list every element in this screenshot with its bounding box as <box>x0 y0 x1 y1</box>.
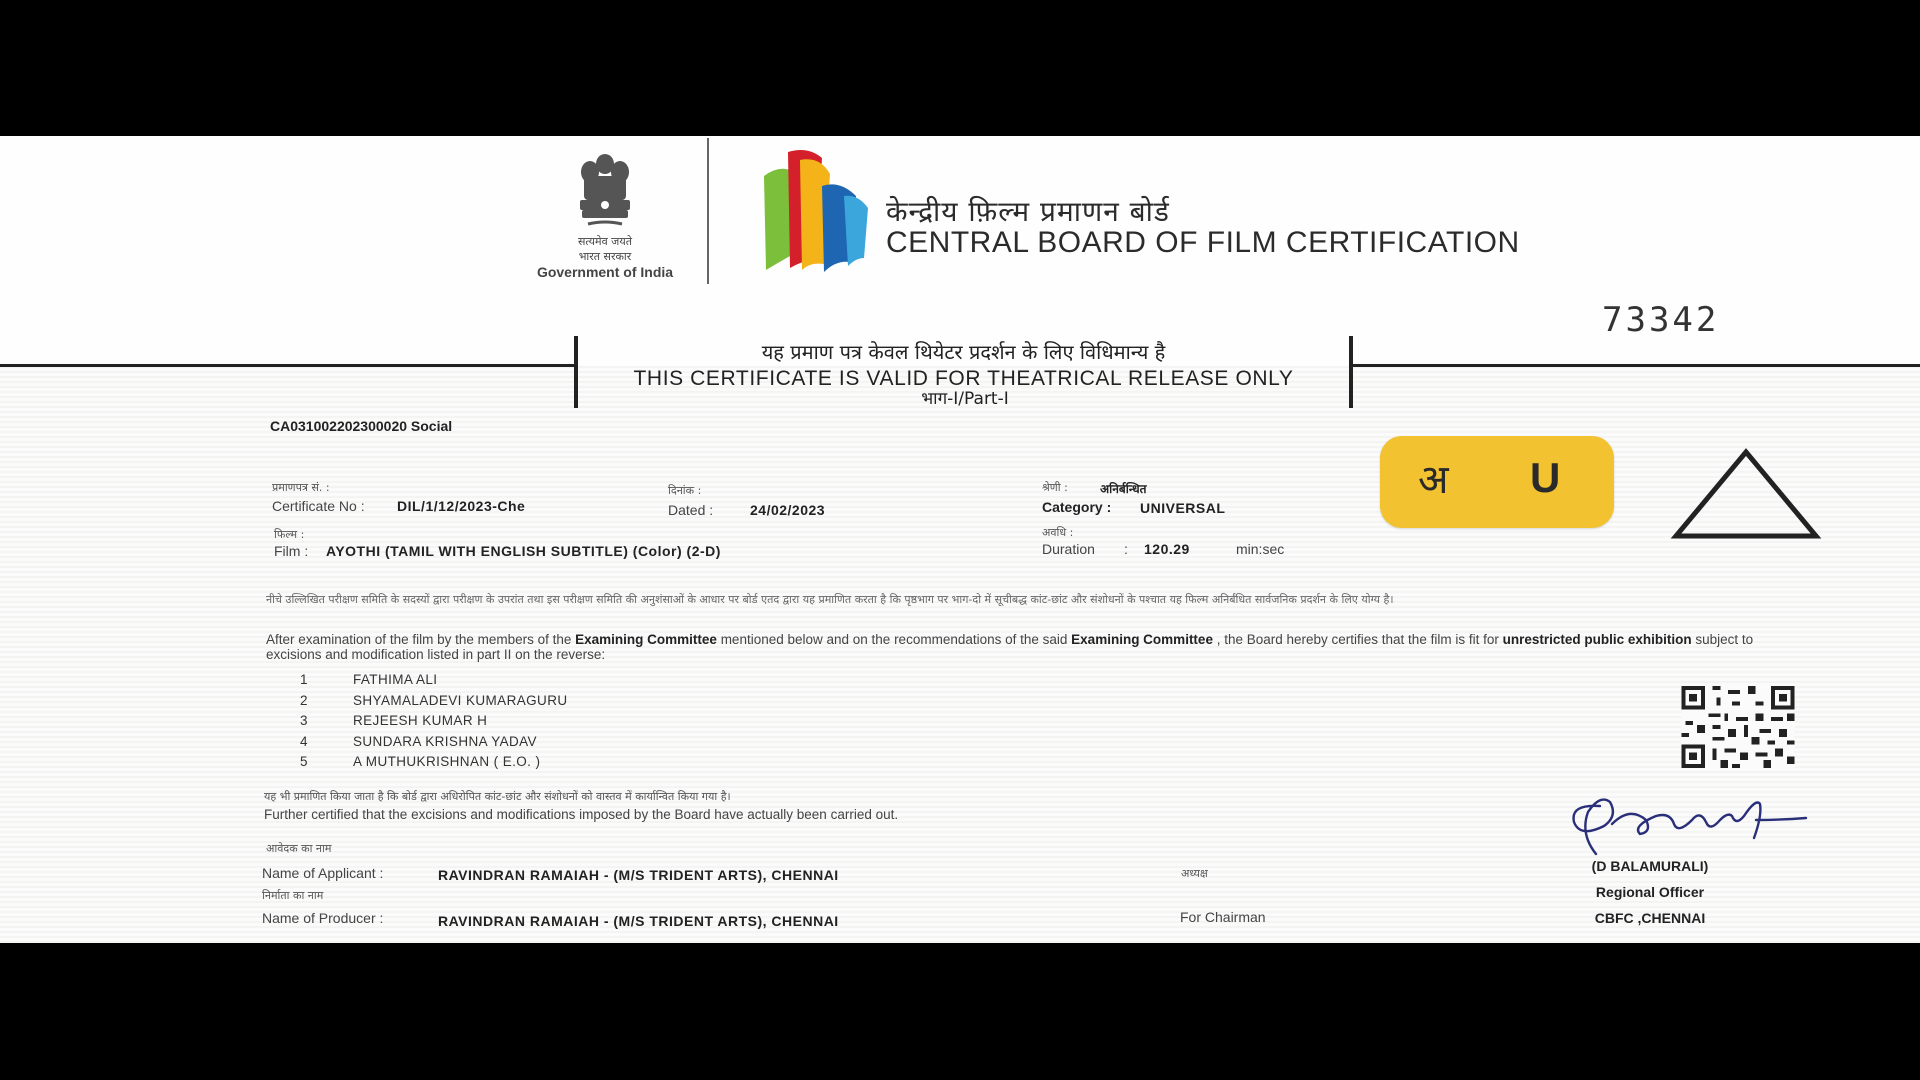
certification-text-part-4: subject to excisions and modification listed in part II on the reverse: <box>266 632 1754 662</box>
member-number: 4 <box>300 733 308 749</box>
rating-badge <box>1380 436 1614 528</box>
film-label-hindi: फिल्म : <box>274 528 305 541</box>
emblem-english-caption: Government of India <box>536 264 674 280</box>
application-reference: CA031002202300020 Social <box>270 418 453 434</box>
cbfc-logo-icon <box>760 146 872 274</box>
certification-text-part-1: After examination of the film by the members of the <box>266 632 576 647</box>
triangle-icon <box>1670 446 1822 542</box>
banner-rule-left <box>0 364 574 367</box>
serial-number: 73342 <box>1602 300 1720 340</box>
certificate-date: 24/02/2023 <box>750 502 826 518</box>
validity-english: THIS CERTIFICATE IS VALID FOR THEATRICAL RELEASE ONLY <box>633 367 1294 390</box>
header-divider <box>707 138 709 284</box>
further-certified-english: Further certified that the excisions and modifications imposed by the Board have actually been carried out. <box>264 807 899 822</box>
rating-english: U <box>1530 454 1561 501</box>
certification-text-english <box>266 632 1776 662</box>
national-emblem <box>530 152 680 280</box>
list-item <box>300 713 568 734</box>
rating-hindi: अ <box>1418 457 1449 503</box>
applicant-label: Name of Applicant : <box>262 865 384 881</box>
member-name: FATHIMA ALI <box>353 672 438 687</box>
member-number: 1 <box>300 672 308 687</box>
signature-mark <box>1560 776 1810 866</box>
further-certified-hindi: यह भी प्रमाणित किया जाता है कि बोर्ड द्वारा अधिरोपित कांट-छांट और संशोधनों को वास्तव में कार्यान्वित किया गया है। <box>264 790 731 803</box>
list-item <box>300 734 568 755</box>
certification-text-part-2: mentioned below and on the recommendations of the said <box>716 632 1072 647</box>
banner-rule-right <box>1353 364 1920 367</box>
member-number: 2 <box>300 692 308 708</box>
certificate-number: DIL/1/12/2023-Che <box>397 498 526 514</box>
member-name: SHYAMALADEVI KUMARAGURU <box>353 692 568 708</box>
certification-text-part-3: , the Board hereby certifies that the film is fit for <box>1212 632 1503 647</box>
emblem-motto: सत्यमेव जयते <box>577 235 632 248</box>
list-item <box>300 693 568 714</box>
date-label: Dated : <box>668 502 714 518</box>
applicant-label-hindi: आवेदक का नाम <box>266 842 332 855</box>
member-number: 3 <box>300 713 308 728</box>
duration-value: 120.29 <box>1144 541 1190 557</box>
film-label: Film : <box>274 543 309 559</box>
officer-name: (D BALAMURALI) <box>1591 858 1709 874</box>
certification-text-hindi: नीचे उल्लिखित परीक्षण समिति के सदस्यों द्वारा परीक्षण के उपरांत तथा इस परीक्षण समिति की अनुशंसाओं के आधार पर बोर्ड एतद द्वारा यह प्रमाणित करता है कि पृष्ठभाग पर भाग-दो में सूचीबद्ध कांट-छांट और संशोधनों के पश्चात यह फिल्म अनिर्बंधित सार्वजनिक प्रदर्शन के लिए योग्य है। <box>266 593 1394 606</box>
board-name-english: CENTRAL BOARD OF FILM CERTIFICATION <box>886 226 1520 259</box>
emblem-hindi-caption: भारत सरकार <box>578 250 632 263</box>
letterbox-top <box>0 0 1920 136</box>
chairman-label-hindi: अध्यक्ष <box>1181 867 1208 880</box>
category-label-hindi: श्रेणी : <box>1042 481 1068 494</box>
member-number: 5 <box>300 754 308 769</box>
applicant-name: RAVINDRAN RAMAIAH - (M/S TRIDENT ARTS), CHENNAI <box>438 867 839 883</box>
duration-separator: : <box>1124 541 1128 557</box>
film-certificate <box>0 136 1920 943</box>
film-title: AYOTHI (TAMIL WITH ENGLISH SUBTITLE) (Color) (2-D) <box>326 543 721 559</box>
producer-label-hindi: निर्माता का नाम <box>262 889 324 902</box>
certificate-number-label-hindi: प्रमाणपत्र सं. : <box>272 481 330 494</box>
examining-committee-term: Examining Committee <box>575 632 717 647</box>
duration-label: Duration <box>1042 541 1095 557</box>
producer-label: Name of Producer : <box>262 910 384 926</box>
unrestricted-exhibition-term: unrestricted public exhibition <box>1502 632 1692 647</box>
lion-capital-icon <box>568 152 642 232</box>
examining-committee-term-2: Examining Committee <box>1071 632 1213 647</box>
list-item <box>300 754 568 775</box>
validity-hindi: यह प्रमाण पत्र केवल थियेटर प्रदर्शन के लिए विधिमान्य है <box>761 340 1166 364</box>
list-item <box>300 672 568 693</box>
producer-name: RAVINDRAN RAMAIAH - (M/S TRIDENT ARTS), CHENNAI <box>438 913 839 929</box>
date-label-hindi: दिनांक : <box>668 484 702 497</box>
letterbox-bottom <box>0 943 1920 1080</box>
duration-unit: min:sec <box>1236 541 1285 557</box>
officer-title: Regional Officer <box>1595 884 1705 900</box>
member-name: A MUTHUKRISHNAN ( E.O. ) <box>353 754 541 769</box>
duration-label-hindi: अवधि : <box>1042 526 1074 539</box>
category-label: Category : <box>1042 499 1112 515</box>
certificate-number-label: Certificate No : <box>272 498 365 514</box>
part-label: भाग-I/Part-I <box>921 389 1009 409</box>
category-value-hindi: अनिर्बन्धित <box>1100 482 1147 496</box>
member-name: SUNDARA KRISHNA YADAV <box>353 733 537 749</box>
chairman-label: For Chairman <box>1180 909 1266 925</box>
officer-office: CBFC ,CHENNAI <box>1594 910 1706 926</box>
board-name-hindi: केन्द्रीय फ़िल्म प्रमाणन बोर्ड <box>886 195 1170 228</box>
committee-member-list <box>300 672 568 775</box>
member-name: REJEESH KUMAR H <box>353 713 488 728</box>
qr-code-icon <box>1680 686 1796 768</box>
category-value: UNIVERSAL <box>1140 500 1226 516</box>
